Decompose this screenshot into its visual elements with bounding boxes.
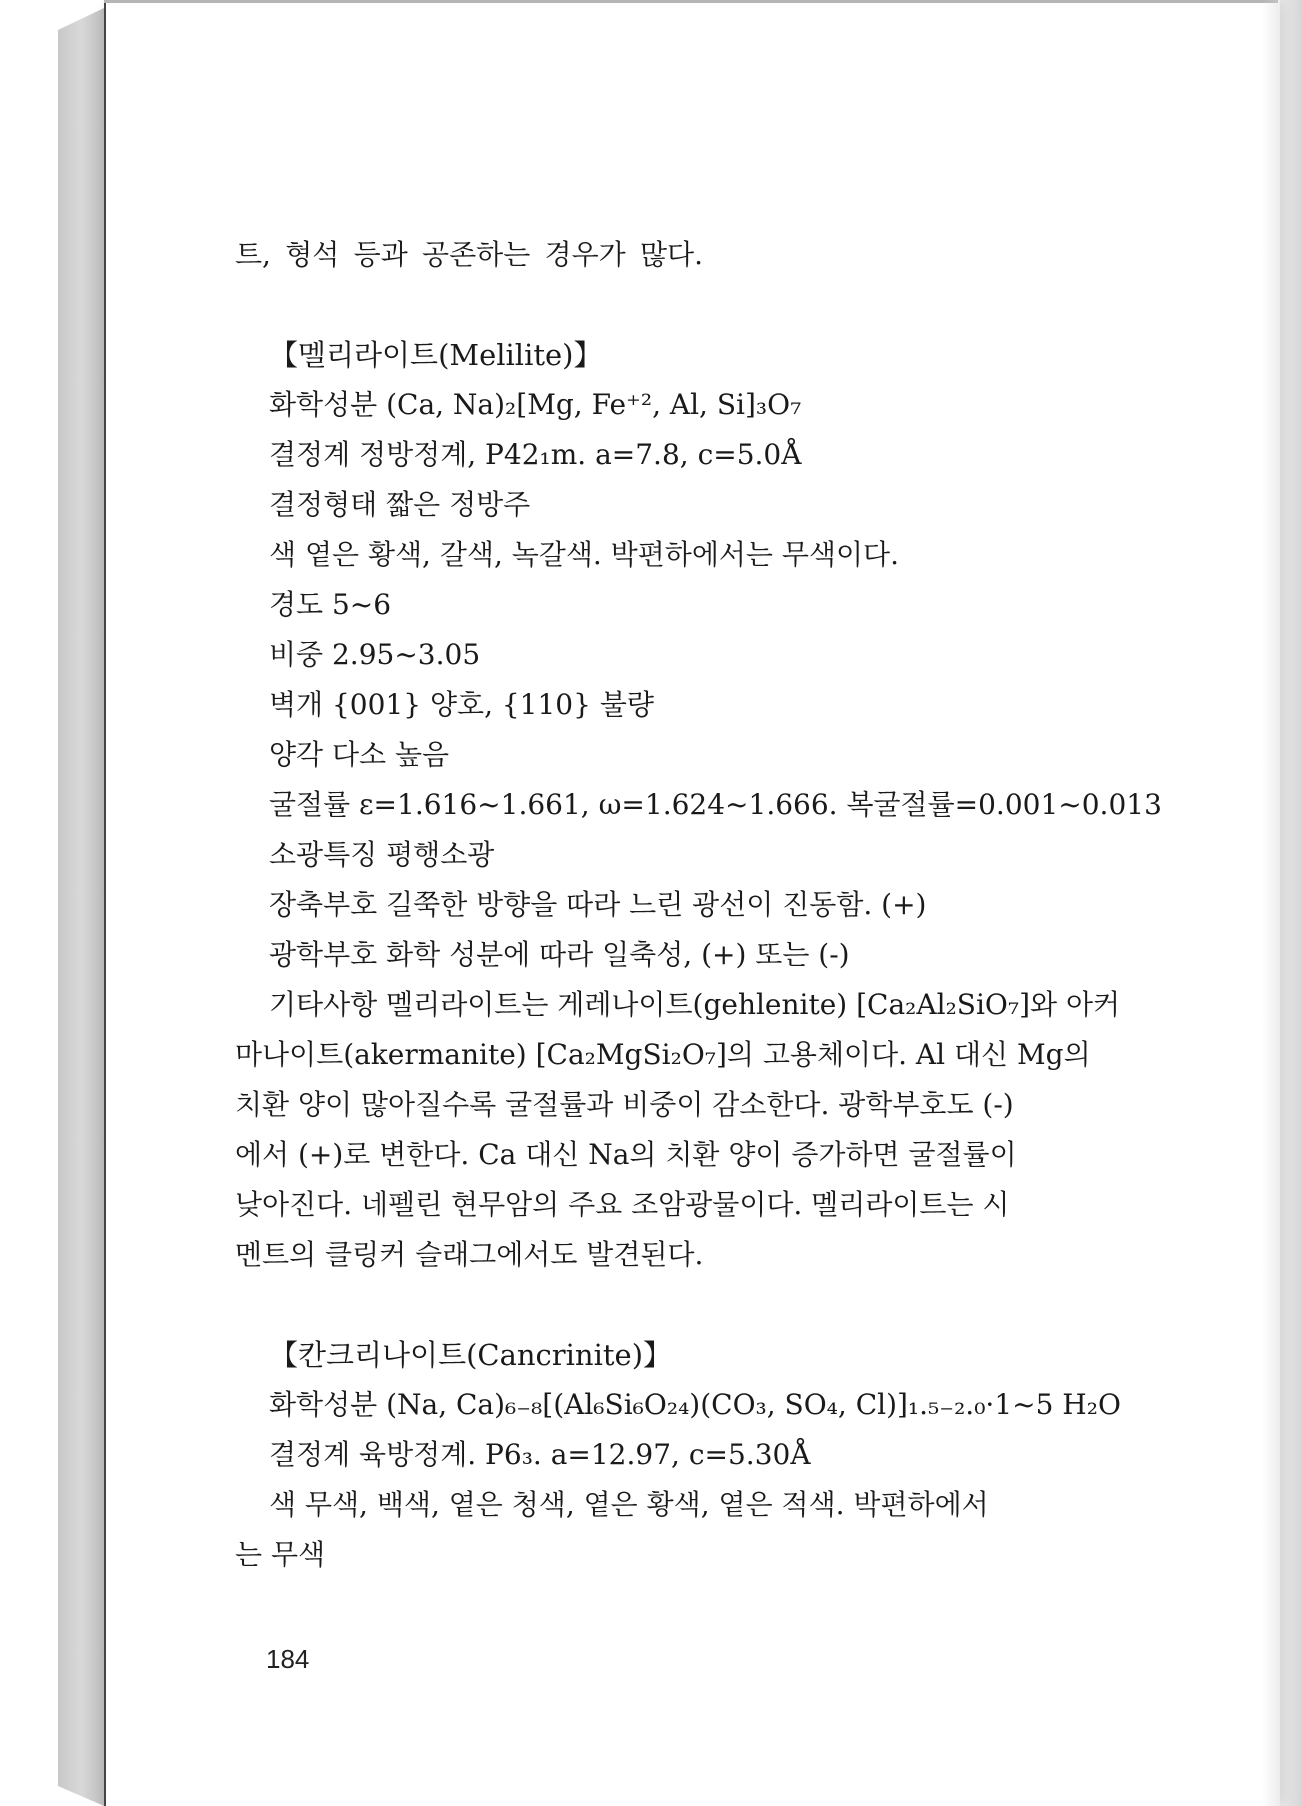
page-number: 184 [266, 1644, 310, 1674]
property-crystal-system: 결정계 육방정계. P6₃. a=12.97, c=5.30Å [269, 1438, 811, 1471]
property-color: 색 옅은 황색, 갈색, 녹갈색. 박편하에서는 무색이다. [269, 538, 899, 571]
section-heading-melilite: 【멜리라이트(Melilite)】 [269, 338, 603, 372]
property-crystal-system: 결정계 정방정계, P42₁m. a=7.8, c=5.0Å [269, 438, 802, 471]
blank-line [235, 1280, 1121, 1330]
property-specific-gravity: 비중 2.95~3.05 [269, 638, 481, 671]
page-right-shadow [1262, 0, 1302, 1806]
body-line: 멘트의 클링커 슬래그에서도 발견된다. [235, 1238, 704, 1271]
book-spine [58, 8, 104, 1806]
property-crystal-habit: 결정형태 짧은 정방주 [269, 488, 531, 521]
page-top-edge [104, 0, 1278, 3]
body-line: 치환 양이 많아질수록 굴절률과 비중이 감소한다. 광학부호도 (-) [235, 1088, 1014, 1121]
property-refractive-index: 굴절률 ε=1.616~1.661, ω=1.624~1.666. 복굴절률=0.001~0.013 [269, 788, 1162, 821]
body-line: 마나이트(akermanite) [Ca₂MgSi₂O₇]의 고용체이다. Al 대신 Mg의 [235, 1038, 1091, 1071]
body-line: 는 무색 [235, 1538, 326, 1571]
property-chemical-composition: 화학성분 (Ca, Na)₂[Mg, Fe⁺², Al, Si]₃O₇ [269, 388, 802, 421]
property-relief: 양각 다소 높음 [269, 738, 450, 771]
property-hardness: 경도 5~6 [269, 588, 392, 621]
property-chemical-composition: 화학성분 (Na, Ca)₆₋₈[(Al₆Si₆O₂₄)(CO₃, SO₄, Cl)]₁.₅₋₂.₀·1~5 H₂O [269, 1388, 1121, 1421]
blank-line [235, 280, 1121, 330]
property-remarks: 기타사항 멜리라이트는 게레나이트(gehlenite) [Ca₂Al₂SiO₇]와 아커 [269, 988, 1121, 1021]
property-sign-of-elongation: 장축부호 길쭉한 방향을 따라 느린 광선이 진동함. (+) [269, 888, 927, 921]
property-color: 색 무색, 백색, 옅은 청색, 옅은 황색, 옅은 적색. 박편하에서 [269, 1488, 989, 1521]
body-line: 트, 형석 등과 공존하는 경우가 많다. [235, 238, 703, 271]
section-heading-cancrinite: 【칸크리나이트(Cancrinite)】 [269, 1338, 673, 1372]
property-cleavage: 벽개 {001} 양호, {110} 불량 [269, 688, 654, 721]
page-body [235, 230, 1162, 1580]
property-extinction: 소광특징 평행소광 [269, 838, 495, 871]
body-line: 낮아진다. 네펠린 현무암의 주요 조암광물이다. 멜리라이트는 시 [235, 1188, 1010, 1221]
property-optic-sign: 광학부호 화학 성분에 따라 일축성, (+) 또는 (-) [269, 938, 850, 971]
body-line: 에서 (+)로 변한다. Ca 대신 Na의 치환 양이 증가하면 굴절률이 [235, 1138, 1017, 1171]
